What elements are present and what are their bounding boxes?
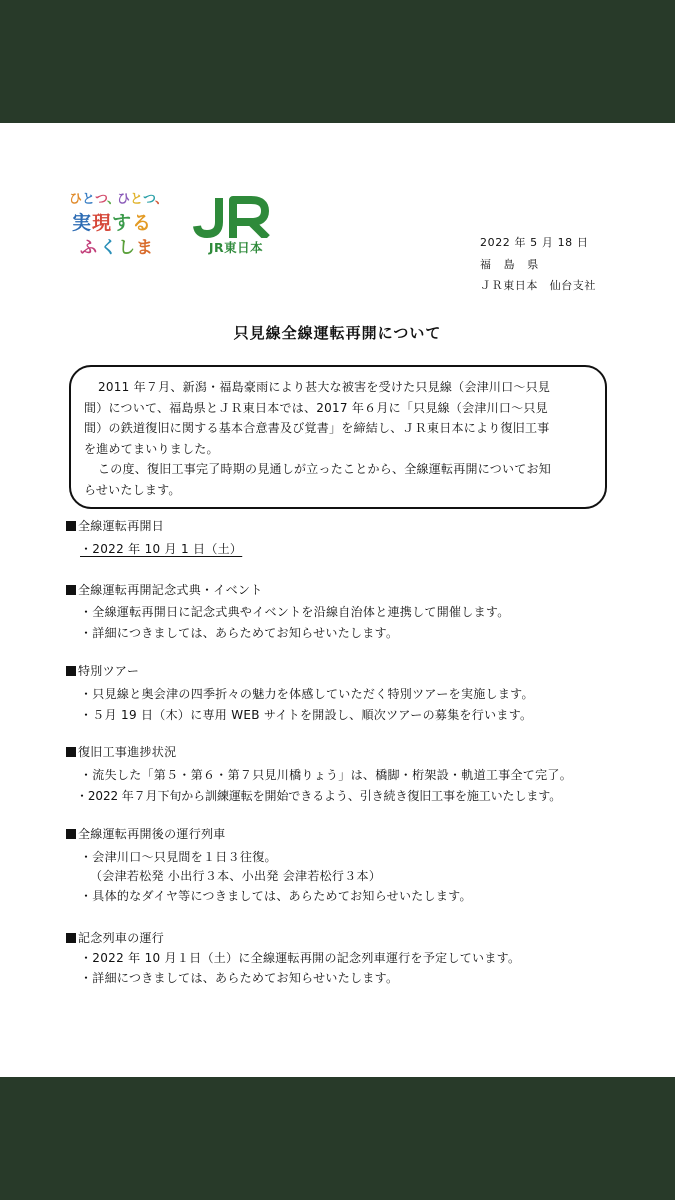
black-square-icon — [66, 933, 76, 943]
restoration-progress-item: ・流失した「第５・第６・第７只見川橋りょう」は、橋脚・桁架設・軌道工事全て完了。 — [80, 768, 573, 782]
svg-text:現: 現 — [92, 212, 112, 234]
black-square-icon — [66, 747, 76, 757]
release-date: 2022 年 5 月 18 日 — [480, 236, 589, 249]
intro-paragraph-2 — [84, 459, 599, 500]
intro-line: 間）の鉄道復旧に関する基本合意書及び覚書」を締結し、ＪＲ東日本により復旧工事 — [84, 421, 550, 435]
document-title: 只見線全線運転再開について — [233, 324, 442, 342]
special-tour-item: ・５月 19 日（木）に専用 WEB サイトを開設し、順次ツアーの募集を行います。 — [80, 708, 533, 722]
svg-text:く: く — [100, 238, 117, 258]
bottom-dark-band — [0, 1077, 675, 1200]
jr-east-logo-text: JR東日本 — [208, 240, 264, 255]
svg-text:、: 、 — [107, 192, 121, 207]
svg-text:ま: ま — [136, 238, 153, 258]
train-operation-item: ・会津川口～只見間を１日３往復。 — [80, 850, 277, 864]
section-heading-reopening-date: 全線運転再開日 — [66, 517, 164, 535]
ceremony-item: ・詳細につきましては、あらためてお知らせいたします。 — [80, 626, 399, 640]
top-dark-band — [0, 0, 675, 123]
section-heading-train-operation: 全線運転再開後の運行列車 — [66, 825, 226, 843]
svg-text:ひ: ひ — [117, 192, 131, 207]
svg-text:と: と — [130, 192, 144, 207]
intro-line: らせいたします。 — [84, 482, 181, 497]
svg-text:し: し — [118, 238, 135, 258]
svg-text:る: る — [132, 212, 152, 234]
section-heading-restoration-progress: 復旧工事進捗状況 — [66, 743, 176, 761]
svg-text:と: と — [82, 192, 96, 207]
svg-text:ひ: ひ — [69, 192, 83, 207]
sender-company: ＪＲ東日本 仙台支社 — [480, 279, 596, 292]
reopening-date-item: ・2022 年 10 月 1 日（土） — [80, 542, 243, 556]
intro-line: を進めてまいりました。 — [84, 441, 219, 456]
section-heading-ceremony: 全線運転再開記念式典・イベント — [66, 581, 263, 599]
commemorative-train-item: ・2022 年 10 月１日（土）に全線運転再開の記念列車運行を予定しています。 — [80, 951, 521, 965]
black-square-icon — [66, 521, 76, 531]
intro-line: 間）について、福島県とＪＲ東日本では、2017 年６月に「只見線（会津川口～只見 — [84, 400, 548, 415]
svg-text:、: 、 — [155, 192, 169, 207]
special-tour-item: ・只見線と奥会津の四季折々の魅力を体感していただく特別ツアーを実施します。 — [80, 687, 534, 701]
train-operation-item: ・具体的なダイヤ等につきましては、あらためてお知らせいたします。 — [80, 889, 472, 903]
fukushima-slogan-logo — [66, 186, 172, 264]
svg-text:す: す — [112, 212, 132, 234]
train-operation-item: （会津若松発 小出行３本、小出発 会津若松行３本） — [90, 869, 382, 883]
svg-text:ふ: ふ — [80, 238, 97, 258]
intro-paragraph-1 — [84, 377, 599, 459]
jr-mark-icon — [193, 196, 279, 238]
black-square-icon — [66, 666, 76, 676]
sender-block — [480, 232, 630, 297]
sender-prefecture: 福島県 — [480, 257, 551, 271]
black-square-icon — [66, 829, 76, 839]
intro-line: 2011 年７月、新潟・福島豪雨により甚大な被害を受けた只見線（会津川口～只見 — [98, 380, 551, 394]
commemorative-train-item: ・詳細につきましては、あらためてお知らせいたします。 — [80, 971, 399, 985]
svg-text:つ: つ — [143, 192, 157, 207]
section-heading-commemorative-train: 記念列車の運行 — [66, 929, 164, 947]
jr-east-logo — [193, 196, 279, 258]
restoration-progress-item: ・2022 年７月下旬から訓練運転を開始できるよう、引き続き復旧工事を施工いたします。 — [76, 789, 562, 803]
svg-text:実: 実 — [72, 212, 92, 234]
intro-line: この度、復旧工事完了時期の見通しが立ったことから、全線運転再開についてお知 — [98, 462, 552, 476]
svg-text:つ: つ — [95, 192, 109, 207]
black-square-icon — [66, 585, 76, 595]
ceremony-item: ・全線運転再開日に記念式典やイベントを沿線自治体と連携して開催します。 — [80, 605, 510, 619]
section-heading-special-tour: 特別ツアー — [66, 662, 139, 680]
